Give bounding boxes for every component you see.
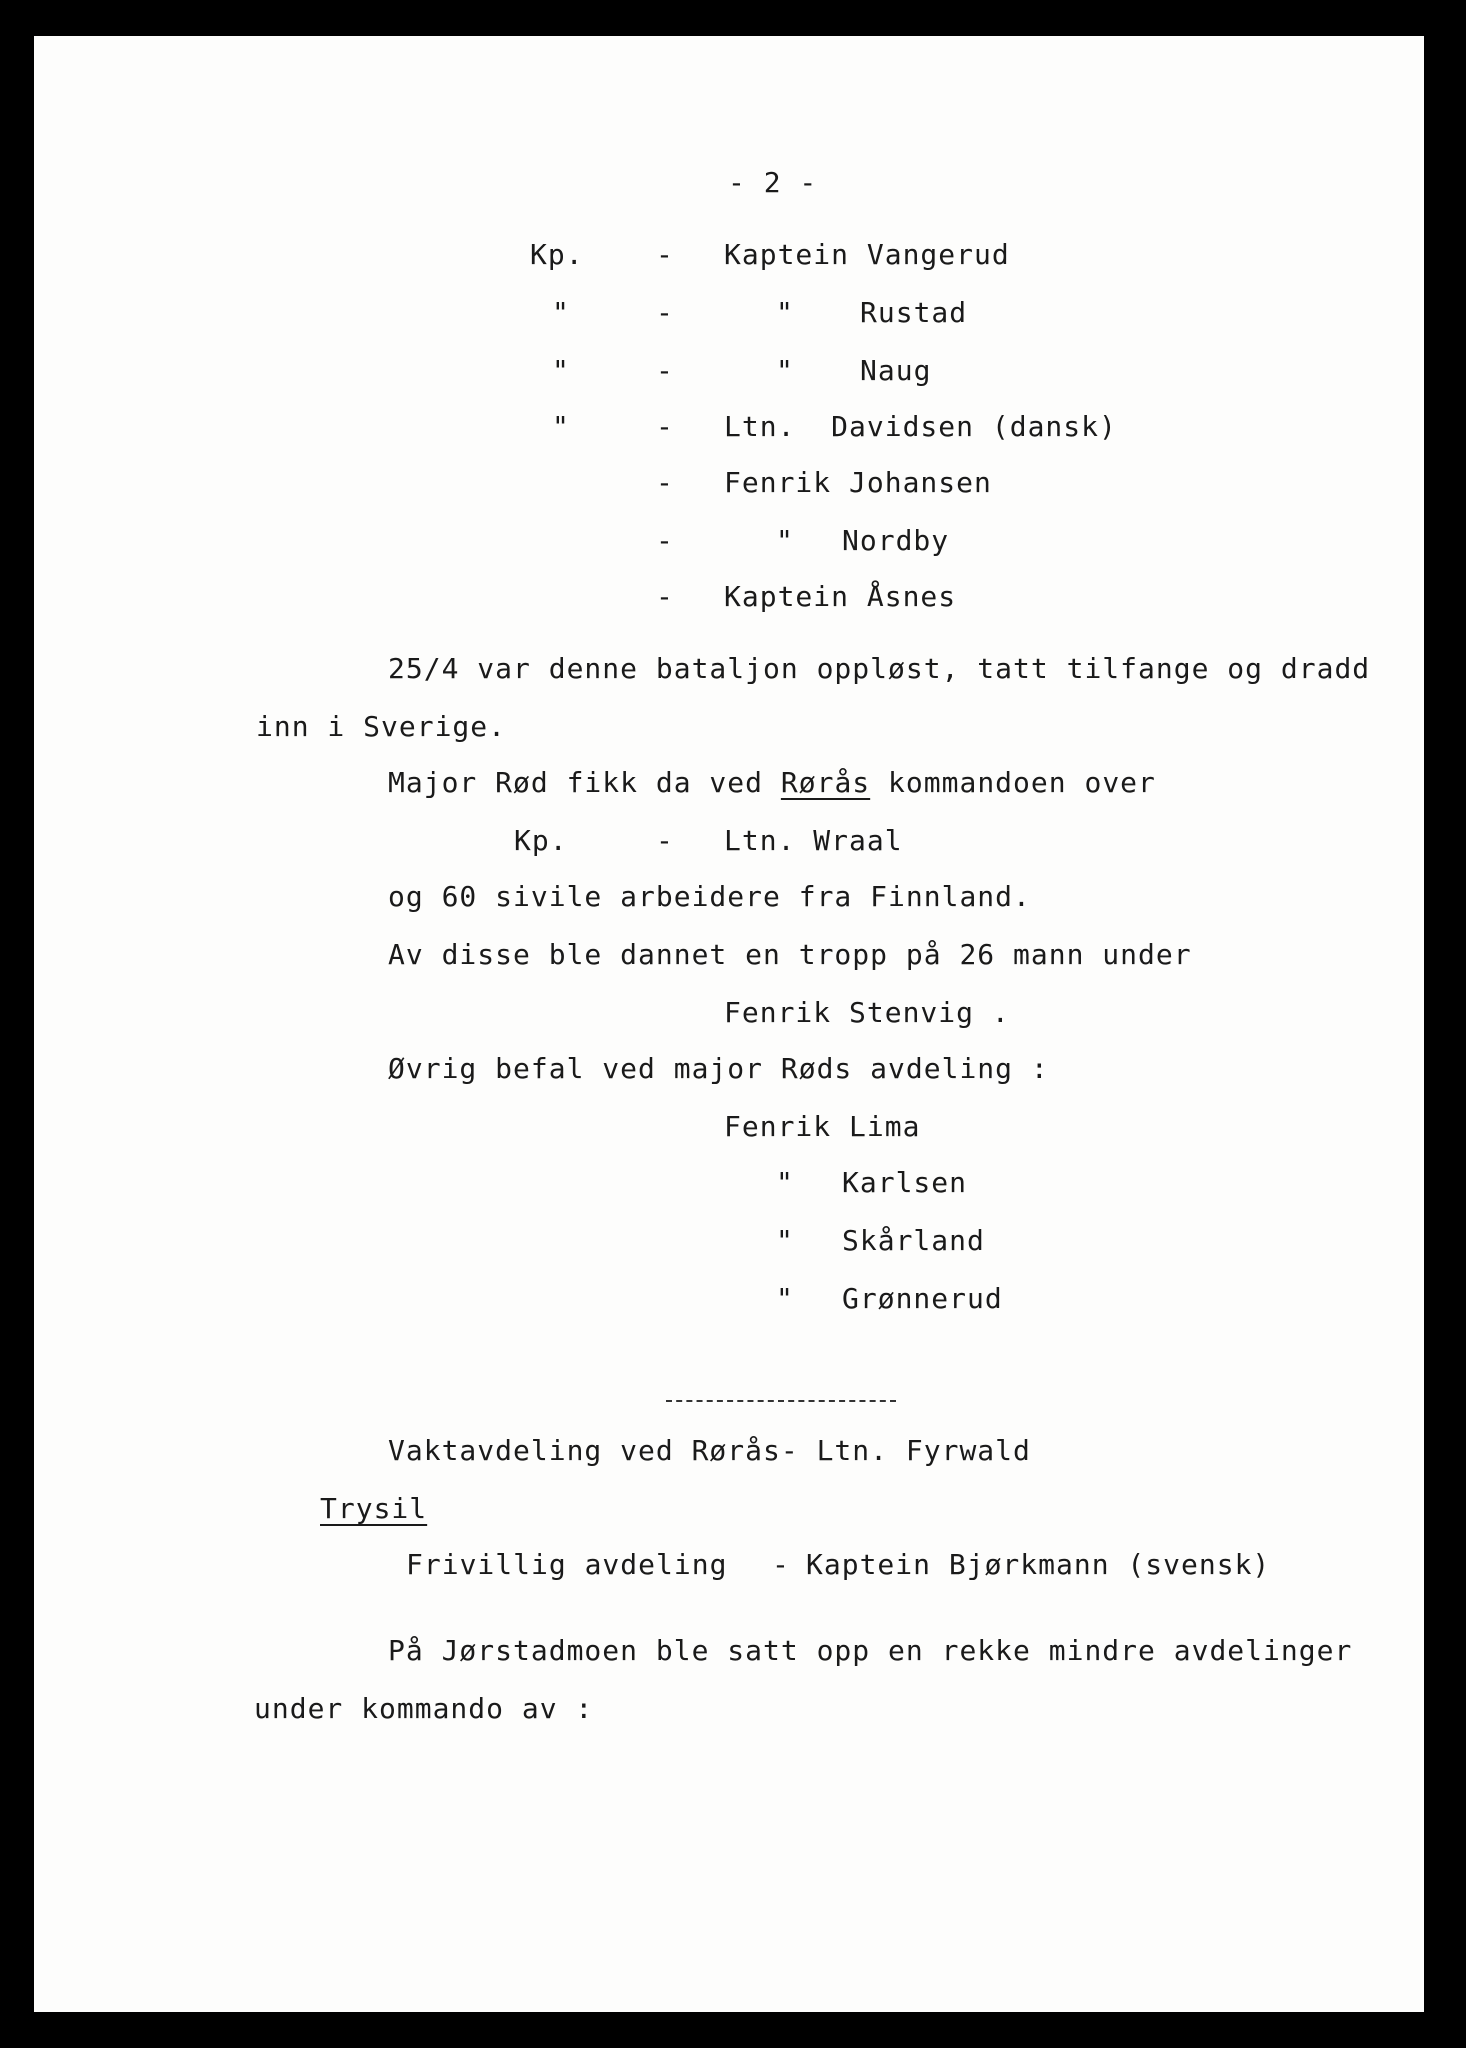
major-rod-line [388, 766, 1156, 800]
para1-line2: inn i Sverige. [256, 710, 507, 743]
roster-dash: - [656, 410, 674, 443]
frivillig-dash: - [772, 1548, 790, 1581]
trysil-heading: Trysil [320, 1492, 428, 1525]
section-divider [666, 1400, 896, 1402]
officer-name: Skårland [842, 1224, 985, 1257]
workers-line: og 60 sivile arbeidere fra Finnland. [388, 880, 1031, 913]
roster-col1: Kp. [530, 238, 584, 271]
officer-name: Karlsen [842, 1166, 968, 1199]
last-para-line2: under kommando av : [254, 1692, 594, 1725]
frivillig-name: Kaptein Bjørkmann (svensk) [806, 1548, 1271, 1581]
roster-name: Nordby [842, 524, 950, 557]
document-page [34, 36, 1424, 2012]
kp-name: Ltn. Wraal [724, 824, 903, 857]
kp-dash: - [656, 824, 674, 857]
ovrig-befal-line: Øvrig befal ved major Røds avdeling : [388, 1052, 1049, 1085]
roster-name: Kaptein Åsnes [724, 580, 957, 613]
page-number: - 2 - [728, 166, 818, 199]
tropp-line: Av disse ble dannet en tropp på 26 mann under [388, 938, 1192, 971]
roster-col1: " [552, 354, 570, 387]
officer-ditto: " [776, 1282, 794, 1315]
vakt-line: Vaktavdeling ved Rørås- Ltn. Fyrwald [388, 1434, 1031, 1467]
major-rod-pre: Major Rød fikk da ved [388, 766, 781, 799]
frivillig-label: Frivillig avdeling [406, 1548, 728, 1581]
roster-name: Ltn. Davidsen (dansk) [724, 410, 1117, 443]
stenvig-line: Fenrik Stenvig . [724, 996, 1010, 1029]
roster-name: Naug [860, 354, 932, 387]
roster-name: Kaptein Vangerud [724, 238, 1010, 271]
officer-ditto: " [776, 1166, 794, 1199]
roster-col1: " [552, 410, 570, 443]
officer-name: Grønnerud [842, 1282, 1003, 1315]
officer-name: Fenrik Lima [724, 1110, 921, 1143]
roster-ditto: " [776, 524, 794, 557]
roster-ditto: " [776, 296, 794, 329]
roster-dash: - [656, 354, 674, 387]
kp-label: Kp. [514, 824, 568, 857]
roster-dash: - [656, 238, 674, 271]
officer-ditto: " [776, 1224, 794, 1257]
roster-name: Fenrik Johansen [724, 466, 992, 499]
roster-col1: " [552, 296, 570, 329]
para1-line1: 25/4 var denne bataljon oppløst, tatt tilfange og dradd [388, 652, 1371, 685]
roster-name: Rustad [860, 296, 968, 329]
last-para-line1: På Jørstadmoen ble satt opp en rekke mindre avdelinger [388, 1634, 1353, 1667]
roster-dash: - [656, 466, 674, 499]
roster-dash: - [656, 296, 674, 329]
roras-underlined: Rørås [780, 766, 871, 799]
roster-ditto: " [776, 354, 794, 387]
roster-dash: - [656, 524, 674, 557]
roster-dash: - [656, 580, 674, 613]
major-rod-post: kommandoen over [870, 766, 1156, 799]
